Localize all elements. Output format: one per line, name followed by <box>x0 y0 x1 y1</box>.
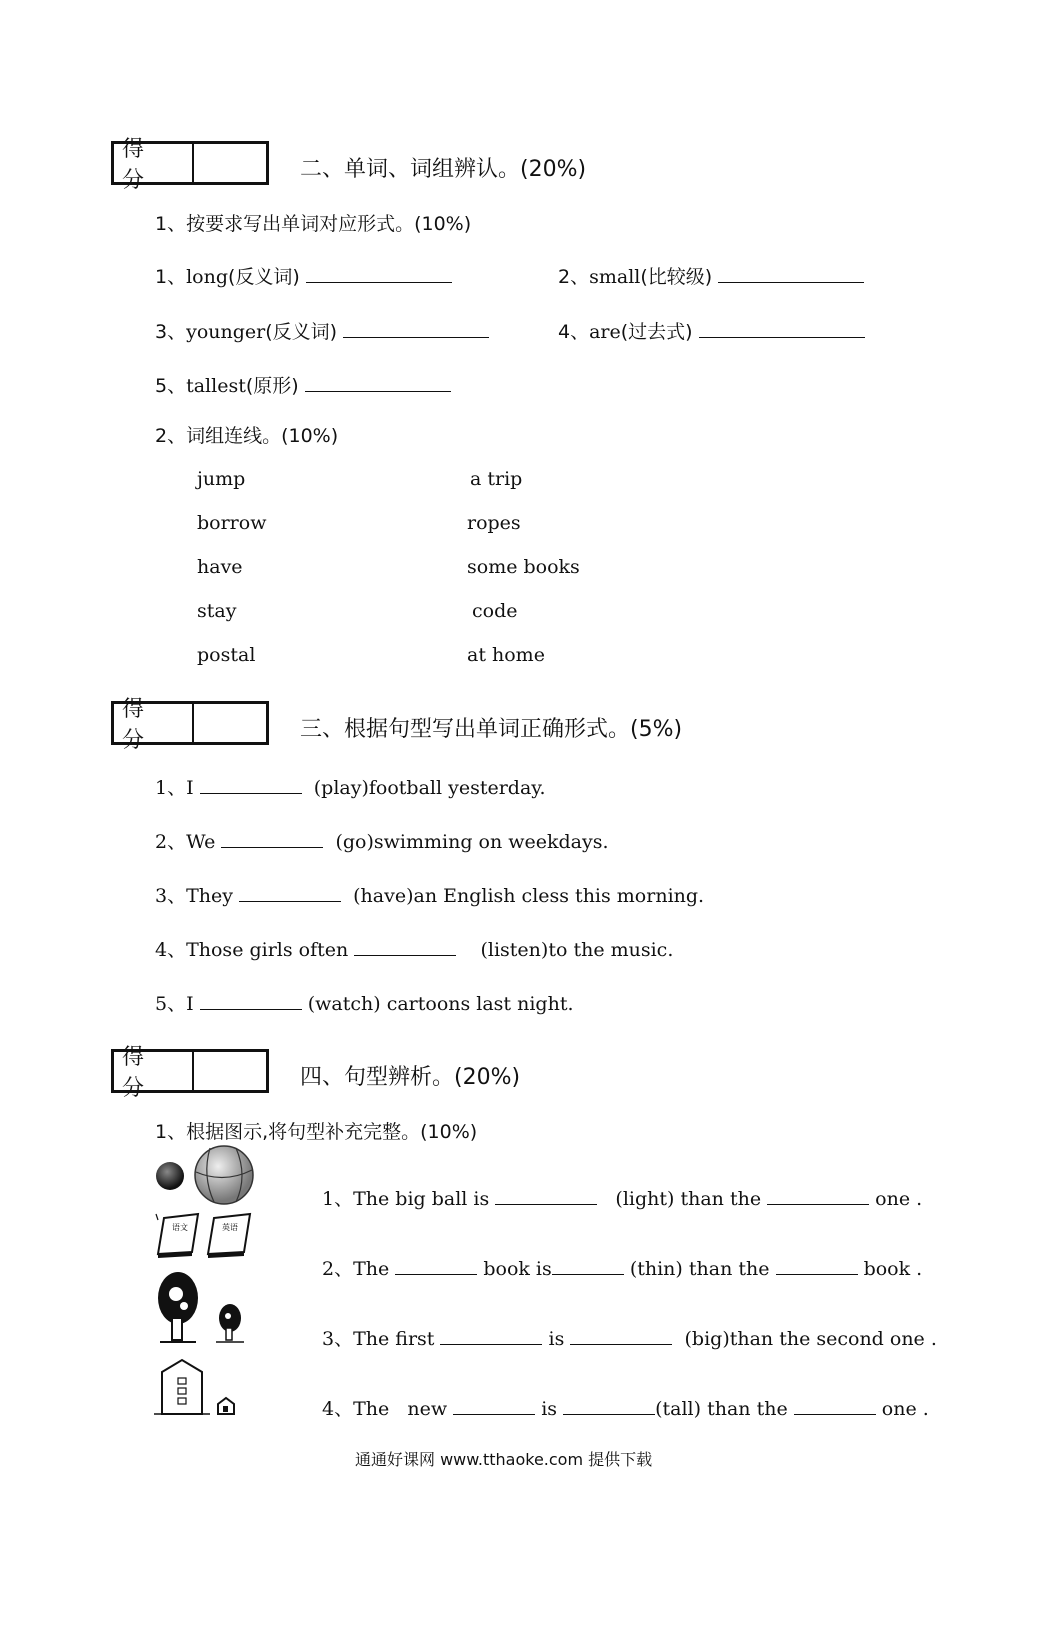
books-illustration <box>152 1210 262 1262</box>
word-item: 1、long(反义词) <box>155 262 452 289</box>
word-item: 4、are(过去式) <box>558 317 865 344</box>
sentence-item: 5、I (watch) cartoons last night. <box>155 993 574 1015</box>
answer-blank[interactable] <box>776 1256 858 1275</box>
answer-blank[interactable] <box>200 775 302 794</box>
word-item: 5、tallest(原形) <box>155 371 451 398</box>
word-item: 2、small(比较级) <box>558 262 864 289</box>
answer-blank[interactable] <box>563 1396 655 1415</box>
answer-blank[interactable] <box>767 1186 869 1205</box>
book-label: 英语 <box>222 1223 238 1232</box>
trees-illustration <box>152 1266 262 1346</box>
answer-blank[interactable] <box>570 1326 672 1345</box>
picture-sentence: 3、The first is (big)than the second one . <box>322 1328 937 1350</box>
match-right: ropes <box>467 512 521 534</box>
balls-illustration <box>150 1140 260 1210</box>
word-item: 3、younger(反义词) <box>155 317 489 344</box>
answer-blank[interactable] <box>306 264 452 283</box>
answer-blank[interactable] <box>221 829 323 848</box>
picture-sentence: 1、The big ball is (light) than the one . <box>322 1188 923 1210</box>
answer-blank[interactable] <box>343 319 489 338</box>
answer-blank[interactable] <box>495 1186 597 1205</box>
footer: 通通好课网 www.tthaoke.com 提供下载 <box>355 1450 653 1469</box>
answer-blank[interactable] <box>794 1396 876 1415</box>
match-right: a trip <box>470 468 523 490</box>
sentence-item: 4、Those girls often (listen)to the music. <box>155 939 674 961</box>
score-input[interactable] <box>194 144 266 182</box>
match-right: some books <box>467 556 580 578</box>
buildings-illustration <box>150 1356 260 1420</box>
picture-sentence: 2、The book is (thin) than the book . <box>322 1258 923 1280</box>
section-title: 二、单词、词组辨认。(20%) <box>300 157 587 182</box>
score-input[interactable] <box>194 704 266 742</box>
match-left: have <box>197 556 243 578</box>
answer-blank[interactable] <box>718 264 864 283</box>
sentence-item: 3、They (have)an English cless this morning. <box>155 885 705 907</box>
match-right: at home <box>467 644 545 666</box>
match-left: jump <box>197 468 246 490</box>
match-left: stay <box>197 600 237 622</box>
part-title: 2、词组连线。(10%) <box>155 425 339 447</box>
sentence-item: 2、We (go)swimming on weekdays. <box>155 831 609 853</box>
answer-blank[interactable] <box>354 937 456 956</box>
score-box <box>111 697 269 753</box>
answer-blank[interactable] <box>239 883 341 902</box>
score-label: 得 分 <box>114 1052 194 1090</box>
sentence-item: 1、I (play)football yesterday. <box>155 777 546 799</box>
score-box <box>111 137 269 193</box>
answer-blank[interactable] <box>440 1326 542 1345</box>
section-title: 三、根据句型写出单词正确形式。(5%) <box>300 717 683 742</box>
part-title: 1、根据图示,将句型补充完整。(10%) <box>155 1121 478 1143</box>
answer-blank[interactable] <box>699 319 865 338</box>
answer-blank[interactable] <box>552 1256 624 1275</box>
score-label: 得 分 <box>114 704 194 742</box>
answer-blank[interactable] <box>305 373 451 392</box>
answer-blank[interactable] <box>453 1396 535 1415</box>
match-left: borrow <box>197 512 267 534</box>
score-box <box>111 1045 269 1101</box>
match-right: code <box>472 600 518 622</box>
section-title: 四、句型辨析。(20%) <box>300 1065 521 1090</box>
part-title: 1、按要求写出单词对应形式。(10%) <box>155 213 472 235</box>
answer-blank[interactable] <box>200 991 302 1010</box>
answer-blank[interactable] <box>395 1256 477 1275</box>
picture-sentence: 4、The new is (tall) than the one . <box>322 1398 929 1420</box>
book-label: 语文 <box>172 1223 188 1232</box>
score-label: 得 分 <box>114 144 194 182</box>
score-input[interactable] <box>194 1052 266 1090</box>
match-left: postal <box>197 644 256 666</box>
